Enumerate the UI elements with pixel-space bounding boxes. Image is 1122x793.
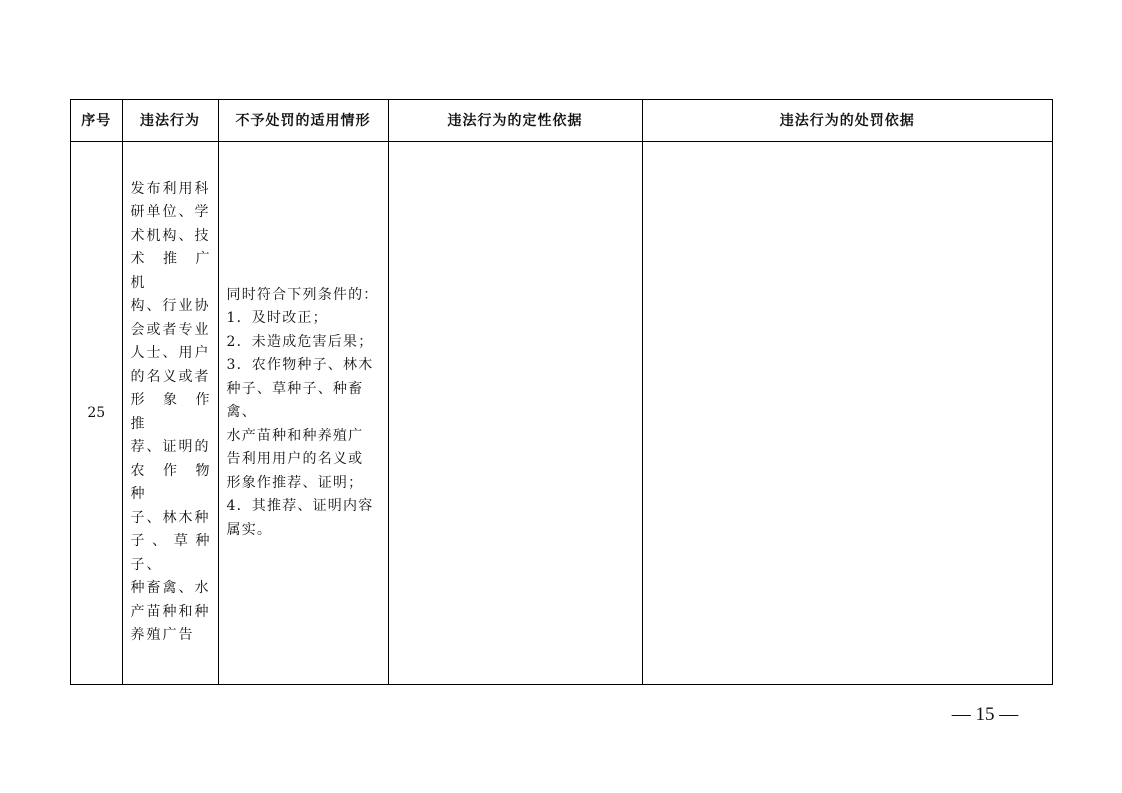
table-frame (70, 99, 1053, 685)
row-seq: 25 (71, 141, 122, 684)
header-row (71, 100, 1052, 141)
table-row (71, 141, 1052, 684)
header-penalty: 违法行为的处罚依据 (642, 100, 1052, 141)
row-exempt-text: 同时符合下列条件的： 1．及时改正； 2．未造成危害后果； 3．农作物种子、林木 种子、草种子、种畜禽、 水产苗种和种养殖广 告利用用户的名义或 形象作推荐、证明； 4．其推荐、证明内容 属实。 (226, 286, 379, 538)
penalty-table (71, 100, 1052, 684)
row-penalty (642, 141, 1052, 684)
header-exempt: 不予处罚的适用情形 (218, 100, 388, 141)
row-act-cell (122, 141, 218, 684)
header-basis: 违法行为的定性依据 (388, 100, 642, 141)
page-number: — 15 — (951, 704, 1019, 725)
header-seq: 序号 (71, 100, 122, 141)
row-basis (388, 141, 642, 684)
row-act-text: 发布利用科 研单位、学 术机构、技 术 推 广 机 构、行业协 会或者专业 人士、用户 的名义或者 形 象 作 推 荐、证明的 农 作 物 种 子、林木种 子、草种子、 种畜禽、水 产苗种和种 养殖广告 (130, 180, 212, 644)
header-act: 违法行为 (122, 100, 218, 141)
row-exempt-cell (218, 141, 388, 684)
